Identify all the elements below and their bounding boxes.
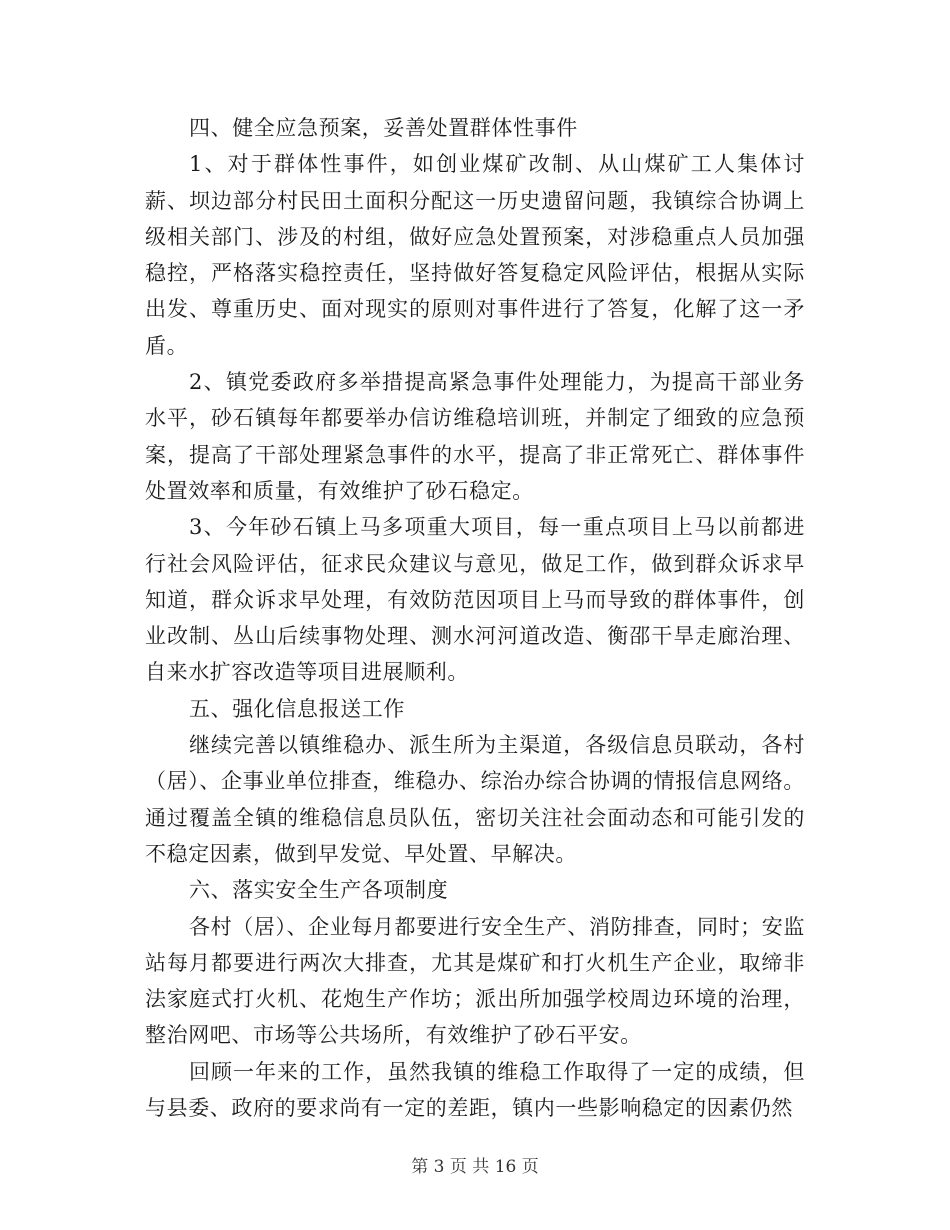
section-heading-4: 四、健全应急预案，妥善处置群体性事件 [189, 116, 578, 140]
paragraph-6: 各村（居）、企业每月都要进行安全生产、消防排查，同时；安监站每月都要进行两次大排查，尤其是煤矿和打火机生产企业，取缔非法家庭式打火机、花炮生产作坊；派出所加强学校周边环境的治理，整治网吧、市场等公共场所，有效维护了砂石平安。 [145, 914, 805, 1048]
page-footer: 第 3 页 共 16 页 [411, 1157, 539, 1177]
paragraph-5: 继续完善以镇维稳办、派生所为主渠道，各级信息员联动，各村（居）、企事业单位排查，维稳办、综治办综合协调的情报信息网络。通过覆盖全镇的维稳信息员队伍，密切关注社会面动态和可能引发的不稳定因素，做到早发觉、早处置、早解决。 [145, 733, 805, 866]
paragraph-review: 回顾一年来的工作，虽然我镇的维稳工作取得了一定的成绩，但与县委、政府的要求尚有一定的差距，镇内一些影响稳定的因素仍然 [145, 1059, 805, 1121]
document-body [145, 110, 805, 1126]
paragraph-4-1: 1、对于群体性事件，如创业煤矿改制、从山煤矿工人集体讨薪、坝边部分村民田土面积分配这一历史遗留问题，我镇综合协调上级相关部门、涉及的村组，做好应急处置预案，对涉稳重点人员加强稳控，严格落实稳控责任，坚持做好答复稳定风险评估，根据从实际出发、尊重历史、面对现实的原则对事件进行了答复，化解了这一矛盾。 [145, 152, 805, 358]
paragraph-4-3: 3、今年砂石镇上马多项重大项目，每一重点项目上马以前都进行社会风险评估，征求民众建议与意见，做足工作，做到群众诉求早知道，群众诉求早处理，有效防范因项目上马而导致的群体事件，创业改制、丛山后续事物处理、测水河河道改造、衡邵干旱走廊治理、自来水扩容改造等项目进展顺利。 [145, 515, 805, 685]
paragraph-4-2: 2、镇党委政府多举措提高紧急事件处理能力，为提高干部业务水平，砂石镇每年都要举办信访维稳培训班，并制定了细致的应急预案，提高了干部处理紧急事件的水平，提高了非正常死亡、群体事件处置效率和质量，有效维护了砂石稳定。 [145, 370, 805, 503]
section-heading-6: 六、落实安全生产各项制度 [189, 878, 449, 903]
section-heading-5: 五、强化信息报送工作 [189, 696, 405, 721]
